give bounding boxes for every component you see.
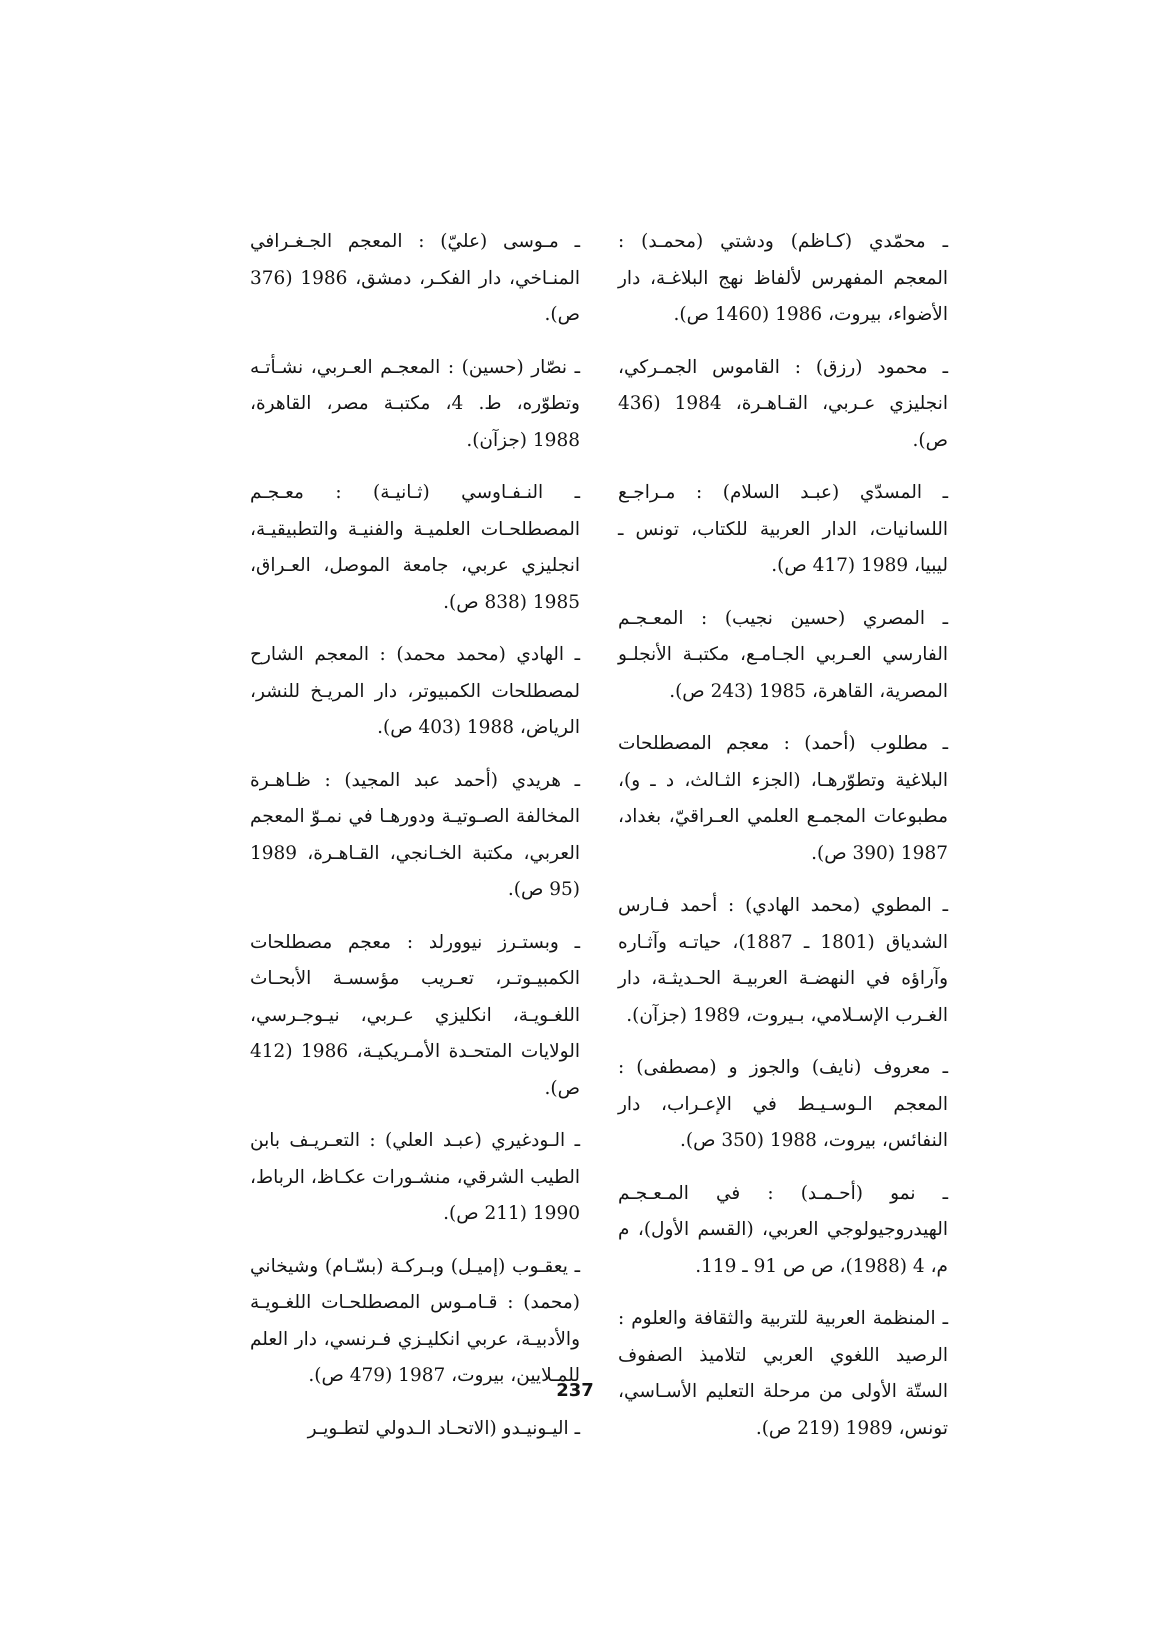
bibliography-entry: ـ المنظمة العربية للتربية والثقافة والعلوم : الرصيد اللغوي العربي لتلاميذ الصفوف الستّة الأولى من مرحلة التعليم الأسـاسي، تونس، 1989 (219 ص). bbox=[618, 1308, 948, 1439]
bibliography-entry: ـ المسدّي (عبـد السلام) : مـراجـع اللسانيات، الدار العربية للكتاب، تونس ـ ليبيا، 1989 (417 ص). bbox=[618, 482, 948, 576]
bibliography-entry: ـ مطلوب (أحمد) : معجم المصطلحات البلاغية وتطوّرهـا، (الجزء الثـالث، د ـ و)، مطبوعات المجمـع العلمي العـراقيّ، بغداد، 1987 (390 ص). bbox=[618, 733, 948, 864]
bibliography-entry: ـ وبستـرز نيوورلد : معجم مصطلحات الكمبيـوتـر، تعـريب مؤسسـة الأبحـاث اللغـويـة، انكليزي عـربي، نيـوجـرسي، الولايات المتحـدة الأمـريكيـة، 1986 (412 ص). bbox=[250, 931, 580, 1099]
bibliography-entry: ـ النـفـاوسي (ثـانيـة) : معـجـم المصطلحـات العلميـة والفنيـة والتطبيقيـة، انجليزي عربي، جامعة الموصل، العـراق، 1985 (838 ص). bbox=[250, 482, 580, 613]
bibliography-column-left bbox=[250, 224, 580, 1463]
bibliography-entry: ـ معروف (نايف) والجوز و (مصطفى) : المعجم الـوسـيـط في الإعـراب، دار النفائس، بيروت، 1988 (350 ص). bbox=[618, 1057, 948, 1151]
bibliography-entry: ـ هريدي (أحمد عبد المجيد) : ظـاهـرة المخالفة الصـوتيـة ودورهـا في نمـوّ المعجم العربي، مكتبة الخـانجي، القـاهـرة، 1989 (95 ص). bbox=[250, 769, 580, 900]
bibliography-column-right bbox=[618, 224, 948, 1463]
bibliography-entry: ـ يعقـوب (إميـل) وبـركـة (بسّـام) وشيخاني (محمد) : قـامـوس المصطلحـات اللغـويـة والأدبيـة، عربي انكليـزي فـرنسي، دار العلم للمـلايين، بيروت، 1987 (479 ص). bbox=[250, 1255, 580, 1386]
bibliography-entry: ـ الـودغيري (عبـد العلي) : التعـريـف بابن الطيب الشرقي، منشـورات عكـاظ، الرباط، 1990 (211 ص). bbox=[250, 1130, 580, 1224]
bibliography-entry: ـ محمود (رزق) : القاموس الجمـركي، انجليزي عـربي، القـاهـرة، 1984 (436 ص). bbox=[618, 356, 948, 451]
bibliography-entry: ـ المطوي (محمد الهادي) : أحمد فـارس الشدياق (1801 ـ 1887)، حياتـه وآثـاره وآراؤه في النهضـة العربيـة الحـديثـة، دار الغـرب الإسـلامي، بـيروت، 1989 (جزآن). bbox=[618, 895, 949, 1026]
bibliography-entry: ـ المصري (حسين نجيب) : المعـجـم الفارسي العـربي الجـامـع، مكتبـة الأنجلـو المصرية، القاهرة، 1985 (243 ص). bbox=[618, 607, 948, 702]
bibliography-entry: ـ مـوسى (عليّ) : المعجم الجـغـرافي المنـاخي، دار الفكـر، دمشق، 1986 (376 ص). bbox=[250, 231, 580, 325]
bibliography-entry: ـ محمّدي (كـاظم) ودشتي (محمـد) : المعجم المفهرس لألفاظ نهج البلاغـة، دار الأضواء، بيروت، 1986 (1460 ص). bbox=[618, 231, 948, 325]
page-number: 237 bbox=[556, 1380, 594, 1401]
bibliography-entry: ـ اليـونيـدو (الاتحـاد الـدولي لتطـويـر bbox=[307, 1417, 580, 1439]
bibliography-entry: ـ نمو (أحـمـد) : في المـعـجـم الهيدروجيولوجي العربي، (القسم الأول)، م م، 4 (1988)، ص ص 91 ـ 119. bbox=[618, 1182, 948, 1277]
bibliography-entry: ـ الهادي (محمد محمد) : المعجم الشارح لمصطلحات الكمبيوتر، دار المريـخ للنشر، الرياض، 1988 (403 ص). bbox=[250, 644, 580, 738]
bibliography-entry: ـ نصّار (حسين) : المعجـم العـربي، نشـأتـه وتطوّره، ط. 4، مكتبـة مصر، القاهرة، 1988 (جزآن). bbox=[250, 356, 580, 451]
